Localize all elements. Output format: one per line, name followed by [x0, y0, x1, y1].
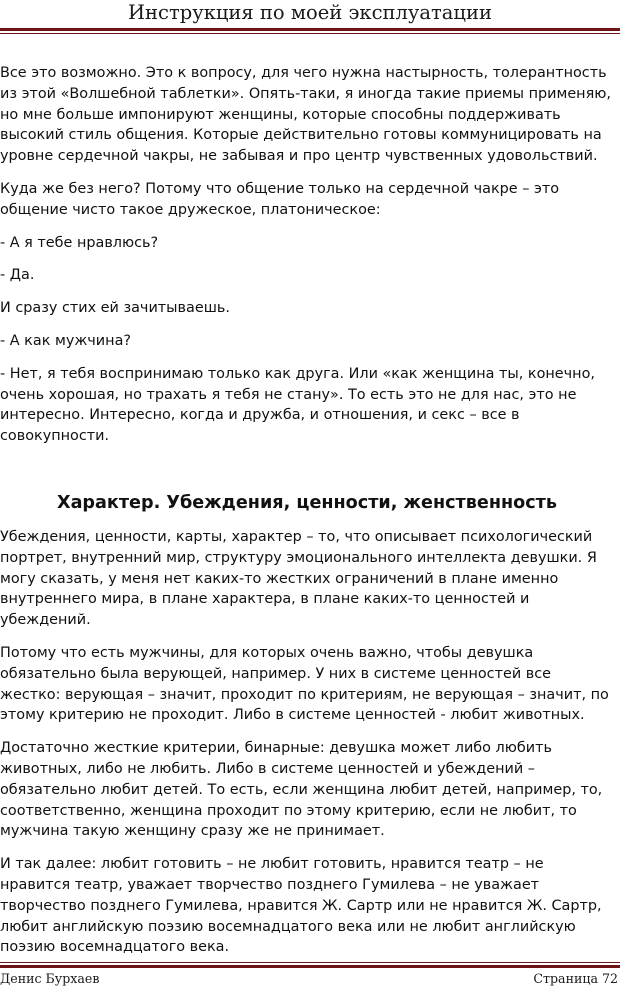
section-spacer [0, 459, 616, 492]
page-header [0, 0, 620, 34]
paragraph: Все это возможно. Это к вопросу, для чего нужна настырность, толерантность из этой «Волшебной таблетки». Опять-таки, я иногда такие приемы применяю, но мне больше импонируют женщины, которые способны поддерживать высокий стиль общения. Которые действительно готовы коммуницировать на уровне сердечной чакры, не забывая и про центр чувственных удовольствий. [0, 65, 611, 165]
dialogue-line: - А как мужчина? [0, 332, 132, 349]
paragraph: И так далее: любит готовить – не любит готовить, нравится театр – не нравится театр, уважает творчество позднего Гумилева – не уважает творчество позднего Гумилева, нравится Ж. Сартр или не нравится Ж. Сартр, любит английскую поэзию восемнадцатого века или не любит английскую поэзию восемнадцатого века. [0, 856, 602, 956]
page-body [0, 63, 616, 970]
footer-rule-thin [0, 962, 620, 963]
header-rule-thick [0, 28, 620, 31]
dialogue-line: - Да. [0, 267, 35, 284]
footer-page-number: Страница 72 [533, 971, 618, 986]
paragraph: И сразу стих ей зачитываешь. [0, 300, 230, 317]
dialogue-line: - Нет, я тебя воспринимаю только как друга. Или «как женщина ты, конечно, очень хорошая, но трахать я тебя не стану». То есть это не для нас, это не интересно. Интересно, когда и дружба, и отношения, и секс – все в совокупности. [0, 365, 595, 445]
footer-author: Денис Бурхаев [0, 971, 100, 986]
section-heading: Характер. Убеждения, ценности, женственность [57, 492, 557, 513]
footer-rule-thick [0, 965, 620, 968]
paragraph: Куда же без него? Потому что общение только на сердечной чакре – это общение чисто такое дружеское, платоническое: [0, 180, 560, 218]
header-rule-thin [0, 33, 620, 34]
dialogue-line: - А я тебе нравлюсь? [0, 234, 159, 251]
book-title: Инструкция по моей эксплуатации [128, 1, 492, 24]
paragraph: Достаточно жесткие критерии, бинарные: девушка может либо любить животных, либо не любить. Либо в системе ценностей и убеждений – обязательно любит детей. То есть, если женщина любит детей, например, то, соответственно, женщина проходит по этому критерию, если не любит, то мужчина такую женщину сразу же не принимает. [0, 740, 603, 840]
paragraph: Потому что есть мужчины, для которых очень важно, чтобы девушка обязательно была верующей, например. У них в системе ценностей все жестко: верующая – значит, проходит по критериям, не верующая – значит, по этому критерию не проходит. Либо в системе ценностей - любит животных. [0, 644, 609, 724]
paragraph: Убеждения, ценности, карты, характер – то, что описывает психологический портрет, внутренний мир, структуру эмоционального интеллекта девушки. Я могу сказать, у меня нет каких-то жестких ограничений в плане именно внутреннего мира, в плане характера, в плане каких-то ценностей и убеждений. [0, 528, 597, 629]
